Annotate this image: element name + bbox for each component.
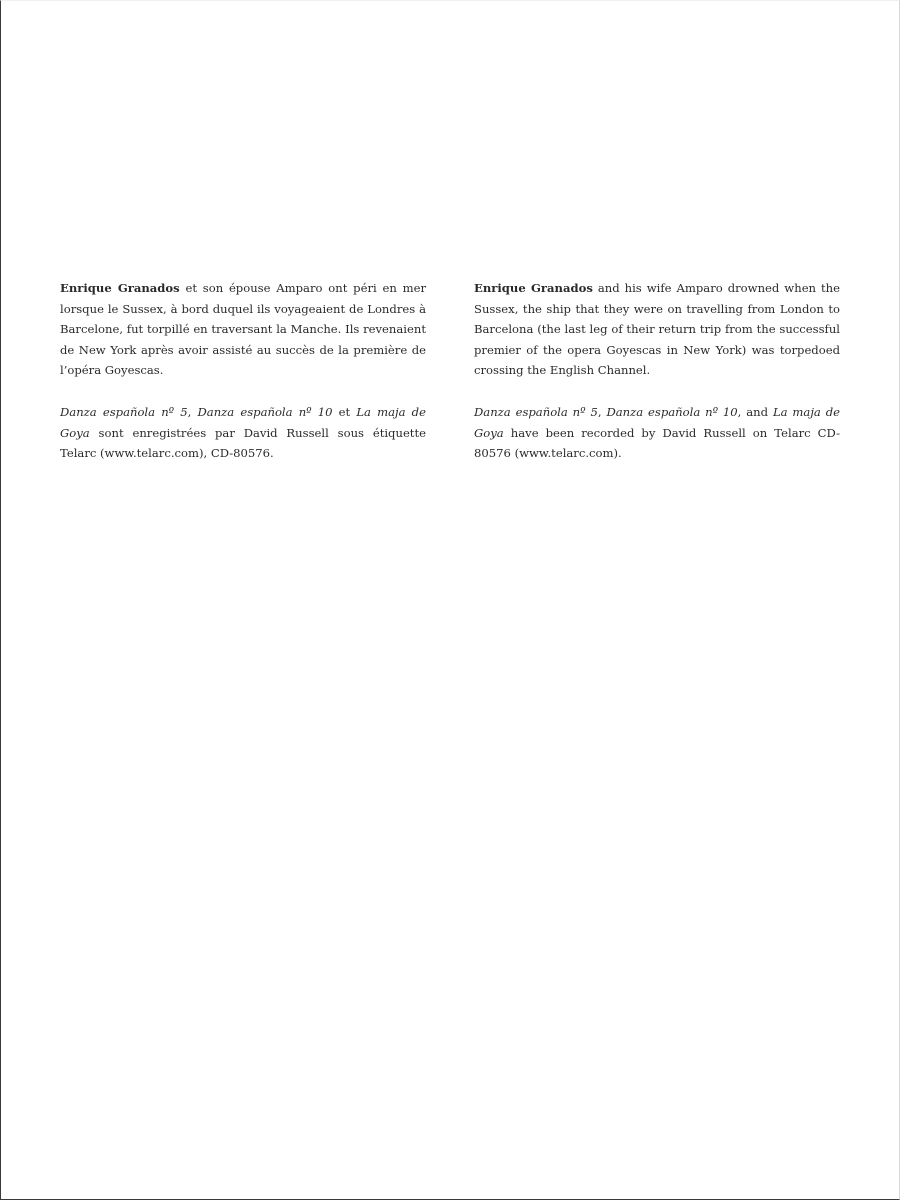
english-separator-1: , [597, 404, 607, 419]
french-column [60, 278, 426, 485]
french-separator-1: , [187, 404, 198, 419]
english-composer-name: Enrique Granados [474, 281, 593, 295]
english-recording-text: have been recorded by David Russell on Telarc CD-80576 (www.telarc.com). [474, 425, 840, 461]
french-work-danza-5: Danza española nº 5 [60, 404, 188, 419]
french-work-maja-de-goya: La maja de Goya [60, 404, 426, 440]
french-paragraph-recordings [60, 402, 426, 464]
french-paragraph-text: et son épouse Amparo ont péri en mer lorsque le Sussex, à bord duquel ils voyageaient de Londres à Barcelone, fut torpillé en traversant la Manche. Ils revenaient de New York après avoir assisté au succès de la première de l’opéra Goyescas. [60, 281, 427, 378]
french-recording-text: sont enregistrées par David Russell sous étiquette Telarc (www.telarc.com), CD-80576. [60, 425, 426, 461]
french-separator-2: et [332, 404, 357, 419]
english-work-danza-10: Danza española nº 10 [606, 404, 738, 419]
english-separator-2: , and [737, 404, 773, 419]
english-work-maja-de-goya: La maja de Goya [474, 404, 841, 440]
english-paragraph-text: and his wife Amparo drowned when the Sussex, the ship that they were on travelling from London to Barcelona (the last leg of their return trip from the successful premier of the opera Goyescas in New York) was torpedoed crossing the English Channel. [474, 281, 840, 378]
english-column [474, 278, 840, 485]
french-paragraph-granados [60, 278, 426, 381]
english-paragraph-granados [474, 278, 840, 381]
english-work-danza-5: Danza española nº 5 [474, 404, 598, 419]
french-composer-name: Enrique Granados [60, 281, 180, 295]
english-paragraph-recordings [474, 402, 840, 464]
french-work-danza-10: Danza española nº 10 [197, 404, 333, 419]
